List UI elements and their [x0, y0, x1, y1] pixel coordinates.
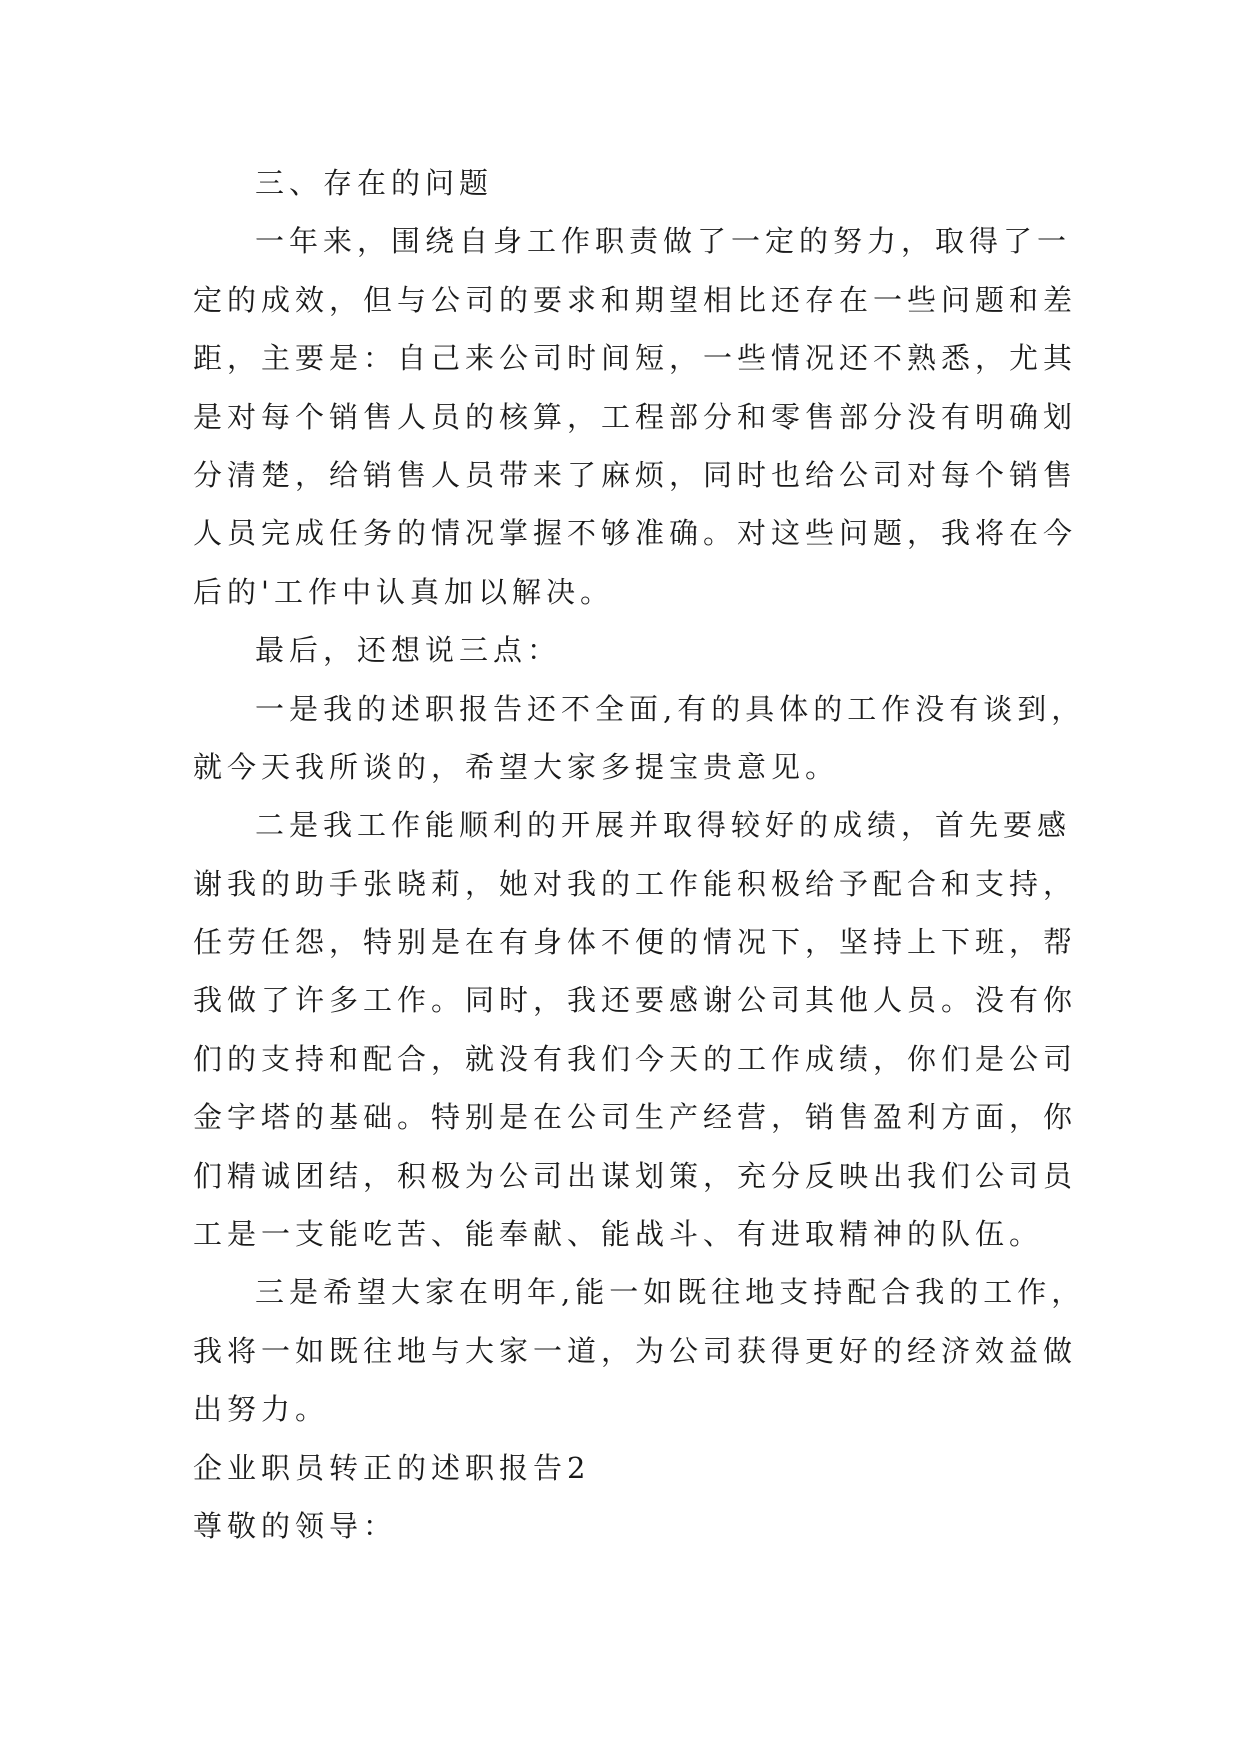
- paragraph-line: 出努力。: [193, 1392, 330, 1427]
- paragraph-line: 们的支持和配合，就没有我们今天的工作成绩，你们是公司: [193, 1041, 1078, 1076]
- document-body: [193, 154, 1086, 1555]
- paragraph-line: 工是一支能吃苦、能奉献、能战斗、有进取精神的队伍。: [193, 1217, 1044, 1252]
- paragraph-line: 分清楚，给销售人员带来了麻烦，同时也给公司对每个销售: [193, 457, 1078, 492]
- paragraph-line: 最后，还想说三点：: [255, 633, 562, 668]
- paragraph-line: 就今天我所谈的，希望大家多提宝贵意见。: [193, 749, 840, 784]
- paragraph-line: 任劳任怨，特别是在有身体不便的情况下，坚持上下班，帮: [193, 925, 1078, 960]
- paragraph-line: 我将一如既往地与大家一道，为公司获得更好的经济效益做: [193, 1333, 1078, 1368]
- paragraph-line: 后的'工作中认真加以解决。: [193, 574, 614, 609]
- paragraph-line: 谢我的助手张晓莉，她对我的工作能积极给予配合和支持，: [193, 866, 1078, 901]
- paragraph-line: 们精诚团结，积极为公司出谋划策，充分反映出我们公司员: [193, 1158, 1078, 1193]
- document-title: 企业职员转正的述职报告2: [193, 1450, 591, 1485]
- paragraph-line: 是对每个销售人员的核算，工程部分和零售部分没有明确划: [193, 399, 1078, 434]
- paragraph-line: 三是希望大家在明年,能一如既往地支持配合我的工作，: [255, 1275, 1086, 1310]
- paragraph-line: 距，主要是：自己来公司时间短，一些情况还不熟悉，尤其: [193, 341, 1078, 376]
- salutation: 尊敬的领导：: [193, 1508, 398, 1543]
- paragraph-line: 定的成效，但与公司的要求和期望相比还存在一些问题和差: [193, 282, 1078, 317]
- paragraph-line: 人员完成任务的情况掌握不够准确。对这些问题，我将在今: [193, 516, 1078, 551]
- paragraph-line: 一年来，围绕自身工作职责做了一定的努力，取得了一: [255, 224, 1072, 259]
- section-heading: 三、存在的问题: [255, 166, 494, 200]
- paragraph-line: 我做了许多工作。同时，我还要感谢公司其他人员。没有你: [193, 983, 1078, 1018]
- paragraph-line: 二是我工作能顺利的开展并取得较好的成绩，首先要感: [255, 808, 1072, 843]
- paragraph-line: 一是我的述职报告还不全面,有的具体的工作没有谈到，: [255, 691, 1086, 726]
- paragraph-line: 金字塔的基础。特别是在公司生产经营，销售盈利方面，你: [193, 1100, 1078, 1135]
